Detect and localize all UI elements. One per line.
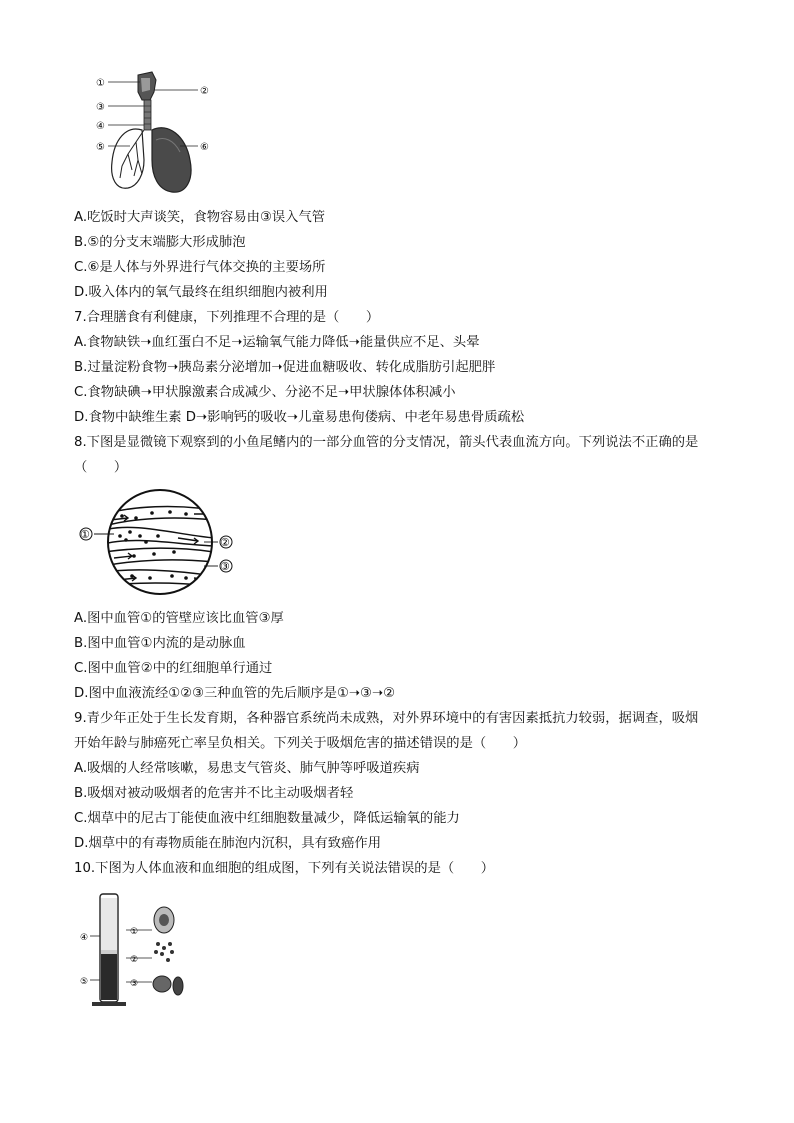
q7-option-d: D.食物中缺维生素 D➝影响钙的吸收➝儿童易患佝偻病、中老年易患骨质疏松 (74, 410, 525, 425)
q9-stem-line2: 开始年龄与肺癌死亡率呈负相关。下列关于吸烟危害的描述错误的是（ ） (74, 736, 527, 751)
q6-option-b: B.⑤的分支末端膨大形成肺泡 (74, 235, 246, 250)
q9-option-c: C.烟草中的尼古丁能使血液中红细胞数量减少，降低运输氧的能力 (74, 811, 460, 826)
resp-label-1: ① (96, 78, 105, 89)
q9-option-a: A.吸烟的人经常咳嗽，易患支气管炎、肺气肿等呼吸道疾病 (74, 761, 420, 776)
q9-option-b: B.吸烟对被动吸烟者的危害并不比主动吸烟者轻 (74, 786, 354, 801)
q10-stem: 10.下图为人体血液和血细胞的组成图，下列有关说法错误的是（ ） (74, 861, 495, 876)
q7-option-a: A.食物缺铁➝血红蛋白不足➝运输氧气能力降低➝能量供应不足、头晕 (74, 335, 480, 350)
respiratory-system-figure (94, 70, 214, 196)
q6-option-d: D.吸入体内的氧气最终在组织细胞内被利用 (74, 285, 328, 300)
q8-option-c: C.图中血管②中的红细胞单行通过 (74, 661, 273, 676)
q8-option-d: D.图中血液流经①②③三种血管的先后顺序是①➝③➝② (74, 686, 396, 701)
q7-stem: 7.合理膳食有利健康，下列推理不合理的是（ ） (74, 310, 380, 325)
q9-option-d: D.烟草中的有毒物质能在肺泡内沉积，具有致癌作用 (74, 836, 381, 851)
blood-vessel-figure (74, 486, 242, 604)
q8-stem-line1: 8.下图是显微镜下观察到的小鱼尾鳍内的一部分血管的分支情况，箭头代表血流方向。下列说法不正确的是 (74, 435, 699, 450)
vessel-label-1: ① (80, 528, 90, 541)
vessel-label-3: ③ (220, 560, 230, 573)
blood-composition-figure (78, 890, 198, 1008)
q8-option-a: A.图中血管①的管壁应该比血管③厚 (74, 611, 284, 626)
blood-label-4: ④ (80, 933, 89, 943)
resp-label-6: ⑥ (200, 142, 209, 153)
q6-option-c: C.⑥是人体与外界进行气体交换的主要场所 (74, 260, 326, 275)
blood-label-2: ② (130, 955, 139, 965)
resp-label-4: ④ (96, 121, 105, 132)
q8-stem-line2: （ ） (74, 460, 128, 475)
blood-label-3: ③ (130, 979, 139, 989)
q8-option-b: B.图中血管①内流的是动脉血 (74, 636, 246, 651)
vessel-label-2: ② (220, 536, 230, 549)
resp-label-2: ② (200, 86, 209, 97)
blood-label-5: ⑤ (80, 977, 89, 987)
q9-stem-line1: 9.青少年正处于生长发育期，各种器官系统尚未成熟，对外界环境中的有害因素抵抗力较弱，据调查，吸烟 (74, 711, 699, 726)
q6-option-a: A.吃饭时大声谈笑，食物容易由③误入气管 (74, 210, 326, 225)
resp-label-5: ⑤ (96, 142, 105, 153)
blood-label-1: ① (130, 927, 139, 937)
q7-option-c: C.食物缺碘➝甲状腺激素合成减少、分泌不足➝甲状腺体体积减小 (74, 385, 456, 400)
resp-label-3: ③ (96, 102, 105, 113)
q7-option-b: B.过量淀粉食物➝胰岛素分泌增加➝促进血糖吸收、转化成脂肪引起肥胖 (74, 360, 496, 375)
